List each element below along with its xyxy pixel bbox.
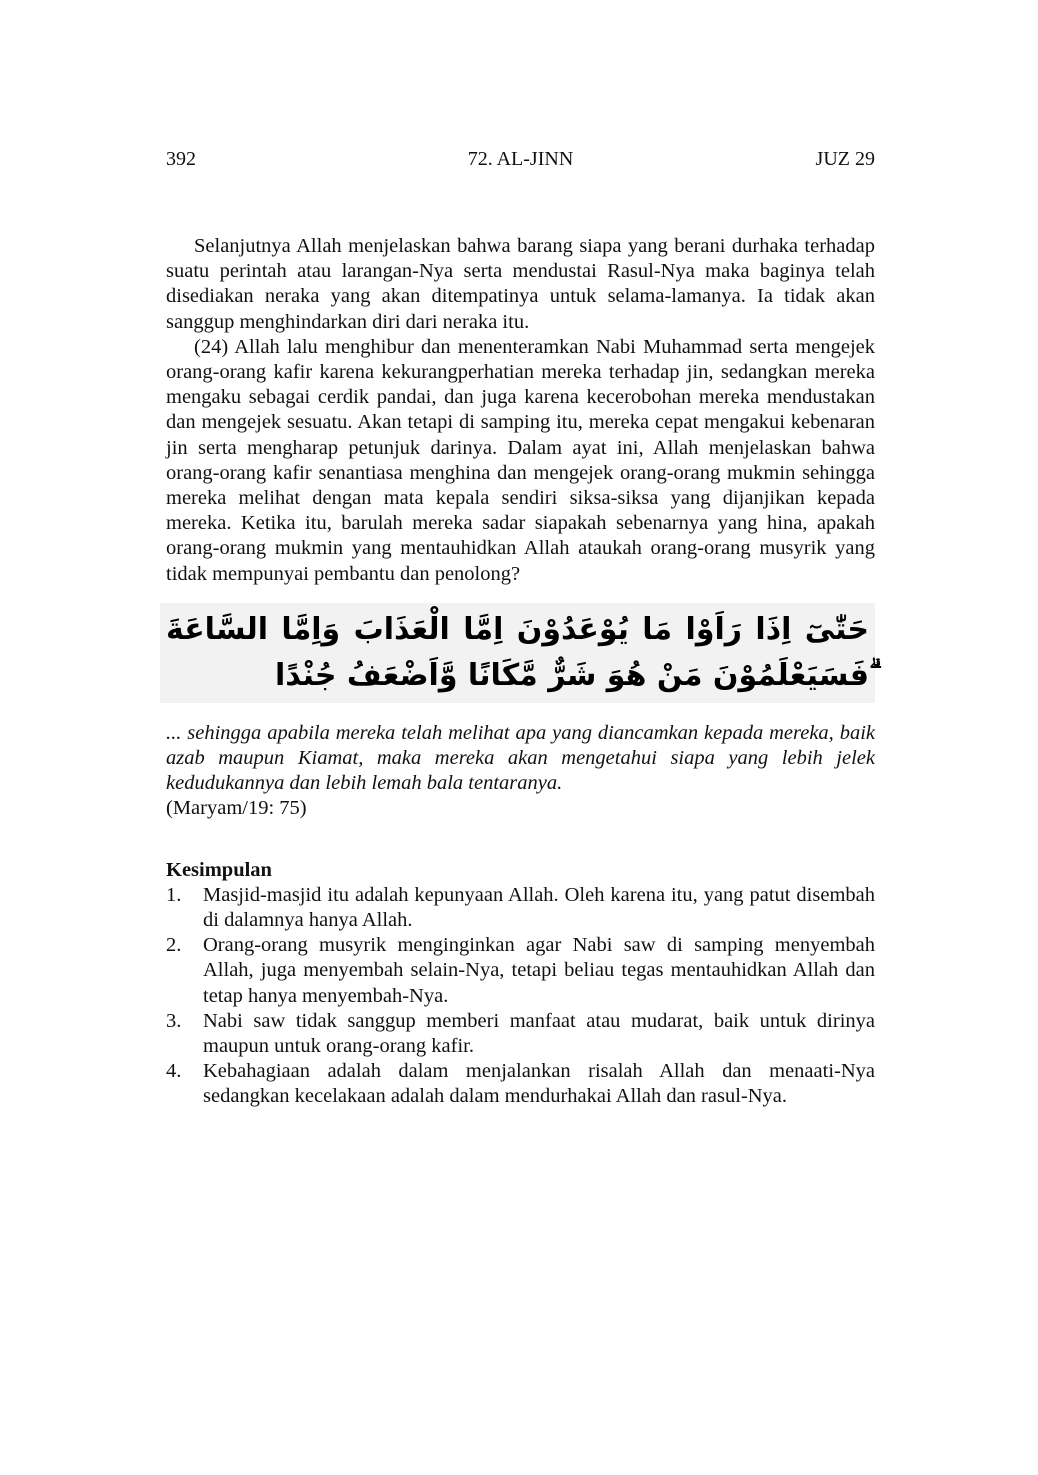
page-header bbox=[166, 146, 875, 172]
paragraph-2: (24) Allah lalu menghibur dan menenteramkan Nabi Muhammad serta mengejek orang-orang kafir karena kekurangperhatian mereka terhadap jin, sedangkan mereka mengaku sebagai cerdik pandai, dan juga karena kecerobohan mereka mendustakan dan mengejek sesuatu. Akan tetapi di samping itu, mereka cepat mengakui kebenaran jin serta mengharap petunjuk darinya. Dalam ayat ini, Allah menjelaskan bahwa orang-orang kafir senantiasa menghina dan mengejek orang-orang mukmin sehingga mereka melihat dengan mata kepala sendiri siksa-siksa yang dijanjikan kepada mereka. Ketika itu, barulah mereka sadar siapakah sebenarnya yang hina, apakah orang-orang mukmin yang mentauhidkan Allah ataukah orang-orang musyrik yang tidak mempunyai pembantu dan penolong? bbox=[166, 335, 875, 585]
paragraph-1: Selanjutnya Allah menjelaskan bahwa barang siapa yang berani durhaka terhadap suatu perintah atau larangan-Nya serta mendustai Rasul-Nya maka baginya telah disediakan neraka yang akan ditempatinya untuk selama-lamanya. Ia tidak akan sanggup menghindarkan diri dari neraka itu. bbox=[166, 235, 875, 333]
list-item bbox=[166, 933, 875, 1009]
list-text: Kebahagiaan adalah dalam menjalankan risalah Allah dan menaati-Nya sedangkan kecelakaan adalah dalam mendurhakai Allah dan rasul-Nya. bbox=[203, 1060, 875, 1108]
list-text: Nabi saw tidak sanggup memberi manfaat atau mudarat, baik untuk dirinya maupun untuk orang-orang kafir. bbox=[203, 1009, 875, 1058]
list-item bbox=[166, 1009, 875, 1059]
list-number: 3. bbox=[166, 1009, 182, 1032]
list-text: Masjid-masjid itu adalah kepunyaan Allah. Oleh karena itu, yang patut disembah di dalamnya hanya Allah. bbox=[203, 883, 875, 932]
verse-translation bbox=[166, 721, 875, 822]
conclusion-heading: Kesimpulan bbox=[166, 858, 272, 881]
page-number: 392 bbox=[166, 148, 196, 170]
conclusion-list bbox=[166, 883, 875, 1110]
page-body bbox=[166, 234, 875, 1110]
list-number: 2. bbox=[166, 934, 182, 957]
arabic-verse: حَتّٰىٓ اِذَا رَاَوْا مَا يُوْعَدُوْنَ اِمَّا الْعَذَابَ وَاِمَّا السَّاعَةَ ۗفَسَيَعْلَمُوْنَ مَنْ هُوَ شَرٌّ مَّكَانًا وَّاَضْعَفُ جُنْدًا bbox=[160, 603, 875, 703]
verse-reference: (Maryam/19: 75) bbox=[166, 797, 307, 820]
list-number: 1. bbox=[166, 883, 182, 906]
chapter-title: 72. AL-JINN bbox=[467, 148, 574, 170]
list-number: 4. bbox=[166, 1060, 182, 1083]
list-item bbox=[166, 883, 875, 933]
translation-text: ... sehingga apabila mereka telah melihat apa yang diancamkan kepada mereka, baik azab maupun Kiamat, maka mereka akan mengetahui siapa yang lebih jelek kedudukannya dan lebih lemah bala tentaranya. bbox=[166, 721, 875, 795]
juz-label: JUZ 29 bbox=[815, 148, 875, 170]
list-text: Orang-orang musyrik menginginkan agar Nabi saw di samping menyembah Allah, juga menyembah selain-Nya, tetapi beliau tegas mentauhidkan Allah dan tetap hanya menyembah-Nya. bbox=[203, 934, 875, 1007]
list-item bbox=[166, 1059, 875, 1109]
